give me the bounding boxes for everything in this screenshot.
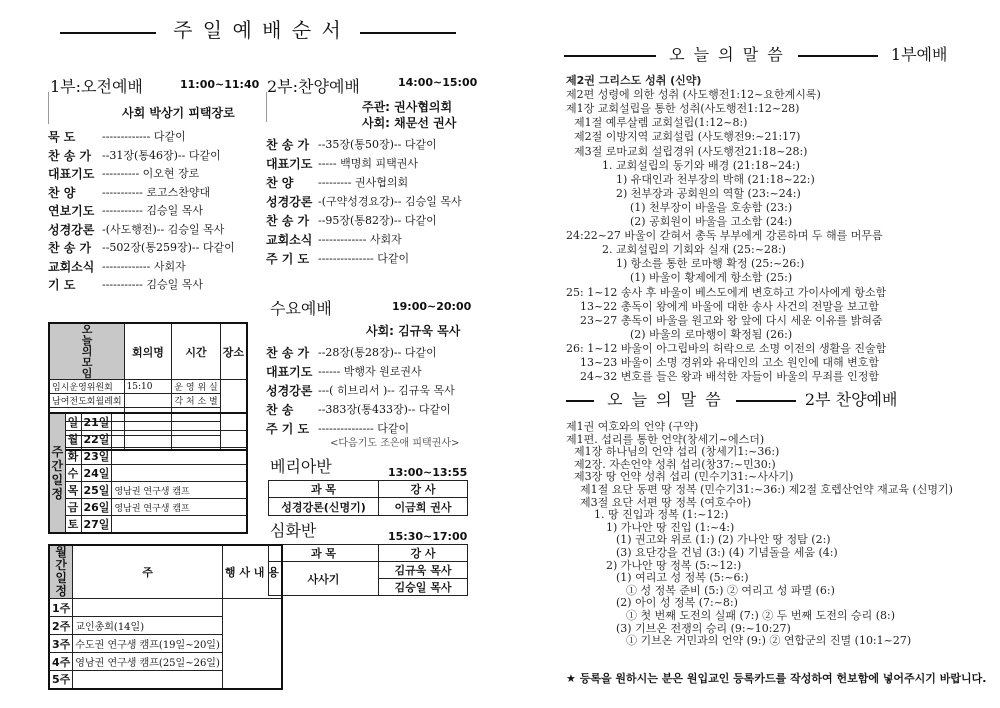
deep-subject: 사사기	[269, 562, 379, 596]
meeting-time: 15:10	[124, 380, 172, 394]
service1-row-label: 대표기도	[48, 167, 95, 181]
sermon2-line: (3) 기브온 전쟁의 승리 (9:~10:27)	[616, 621, 791, 635]
weekly-text	[112, 413, 247, 431]
weekly-side-label	[49, 413, 65, 533]
right-title2-dash-left	[566, 400, 594, 402]
deep-table	[268, 544, 468, 596]
weekly-row	[49, 482, 247, 499]
weekly-text	[112, 448, 247, 465]
weekly-table	[48, 412, 248, 534]
monthly-row	[49, 617, 282, 635]
meeting-head-place: 장소	[220, 323, 247, 380]
weekly-day: 월	[65, 431, 81, 448]
meeting-name: 임시운영위원회	[49, 380, 124, 394]
service1-row-value: --502장(통259장)-- 다같이	[102, 241, 235, 254]
weekly-date: 22일	[81, 431, 112, 448]
left-title-row	[60, 14, 456, 43]
wed-row-label: 주 기 도	[266, 422, 310, 436]
meeting-place: 각 처 소 별	[172, 394, 220, 408]
berea-time: 13:00~13:55	[388, 466, 468, 479]
sermon1-line: 제3절 로마교회 설립경위 (사도행전21:18~28:)	[574, 144, 808, 158]
service1-row-label: 묵 도	[48, 130, 76, 144]
wed-row-value: ---( 히브리서 )-- 김규욱 목사	[318, 384, 455, 397]
monthly-week: 1주	[49, 599, 73, 617]
service1-row-value: --31장(통46장)-- 다같이	[102, 148, 221, 162]
sermon2-line: 2) 가나안 땅 정복 (5:~12:)	[606, 558, 742, 572]
service2-row-value: --------- 권사협의회	[318, 176, 409, 189]
wed-row-label: 대표기도	[266, 365, 313, 379]
monthly-text: 교인총회(14일)	[73, 617, 223, 635]
meeting-time	[124, 394, 172, 408]
monthly-table	[48, 544, 283, 690]
service1-row-value: ----------- 김승일 목사	[102, 204, 204, 217]
berea-table	[268, 480, 468, 516]
weekly-text: 영남권 연구생 캠프	[112, 482, 247, 499]
monthly-text	[73, 599, 223, 617]
meeting-head-name: 회의명	[124, 323, 172, 380]
service1-host: 사회 박상기 피택장로	[122, 106, 235, 120]
monthly-text: 수도권 연구생 캠프(19일~20일)	[73, 635, 223, 653]
monthly-week: 3주	[49, 635, 73, 653]
sermon2-line: (1) 권고와 위로 (1:) (2) 가나안 땅 정탐 (2:)	[616, 533, 831, 547]
left-main-title: 주 일 예 배 순 서	[173, 18, 343, 42]
service2-row-value: --95장(통82장)-- 다같이	[318, 214, 437, 227]
service2-host1: 주관: 권사협의회	[362, 100, 453, 114]
weekly-day: 화	[65, 448, 81, 465]
weekly-row	[49, 499, 247, 516]
right-title1-row	[564, 42, 947, 65]
weekly-text	[112, 516, 247, 534]
sermon1-line: (1) 바울이 황제에게 항소함 (25:)	[630, 271, 793, 285]
weekly-day: 수	[65, 465, 81, 482]
service1-row-value: ------------- 다같이	[102, 130, 186, 143]
right-title2-row	[566, 387, 897, 410]
sermon2-line: 제1편. 섭리를 통한 언약(창세기~에스더)	[566, 432, 765, 446]
right-title1-tag: 1부예배	[890, 45, 948, 64]
sermon2-line: ① 기브온 거민과의 언약 (9:) ② 연합군의 진멸 (10:1~27)	[626, 634, 912, 648]
service1-row-label: 성경강론	[48, 222, 95, 237]
right-title1: 오 늘 의 말 씀	[669, 45, 785, 64]
service1-row-label: 찬 송 가	[48, 148, 92, 163]
sermon1-line: 24~32 변호를 들은 왕과 배석한 자들이 바울의 무죄를 인정함	[580, 370, 879, 384]
sermon1-line: 제2절 이방지역 교회설립 (사도행전9:~21:17)	[574, 130, 801, 144]
right-title2-tag: 2부 찬양예배	[804, 390, 898, 409]
sermon1-line: 13~22 총독이 왕에게 바울에 대한 송사 사건의 전말을 보고함	[580, 299, 879, 313]
weekly-day: 토	[65, 516, 81, 534]
weekly-date: 26일	[81, 499, 112, 516]
right-title1-dash-left	[564, 55, 656, 57]
sermon2-line: (3) 요단강을 건넘 (3:) (4) 기념돌을 세움 (4:)	[616, 546, 838, 559]
berea-title: 베리아반	[270, 457, 332, 476]
deep-time: 15:30~17:00	[388, 530, 468, 543]
monthly-week: 2주	[49, 617, 73, 635]
wed-row-value: --------------- 다같이	[318, 422, 410, 435]
sermon1-line: 1. 교회설립의 동기와 배경 (21:18~24:)	[602, 158, 800, 172]
service2-row-value: ------------- 사회자	[318, 233, 402, 246]
meeting-row	[49, 394, 247, 408]
sermon2-line: ① 첫 번째 도전의 실패 (7:) ② 두 번째 도전의 승리 (8:)	[626, 609, 896, 622]
berea-head-teacher: 강 사	[379, 481, 468, 498]
monthly-row	[49, 599, 282, 617]
weekly-day: 목	[65, 482, 81, 499]
weekly-side-text: 주간일정	[51, 445, 64, 501]
weekly-text	[112, 465, 247, 482]
sermon1-line: 제1장 교회설립을 통한 성취(사도행전1:12~28)	[566, 102, 800, 116]
sermon2-line: 제3장 땅 언약 성취 섭리 (민수기31:~사사기)	[574, 470, 794, 484]
service1-row-label: 찬 송 가	[48, 241, 92, 255]
sermon1-line: (2) 바울의 로마행이 확정됨 (26:)	[630, 327, 793, 341]
weekly-row	[49, 448, 247, 465]
berea-head-subject: 과 목	[269, 481, 379, 498]
weekly-date: 27일	[81, 516, 112, 534]
service1-row-value: -(사도행전)-- 김승일 목사	[102, 222, 225, 236]
sermon1-line: (2) 공회원이 바울을 고소함 (24:)	[630, 215, 793, 228]
sermon2-line: 제1장 하나님의 언약 섭리 (창세기1:~36:)	[574, 445, 780, 459]
monthly-text	[73, 671, 223, 689]
sermon2-line: 제1권 여호와의 언약 (구약)	[566, 420, 699, 433]
weekly-date: 21일	[81, 413, 112, 431]
service2-time: 14:00~15:00	[398, 76, 478, 89]
deep-teacher2: 김승일 목사	[379, 579, 468, 596]
service1-divider	[48, 92, 49, 124]
wed-host: 사회: 김규욱 목사	[366, 324, 461, 338]
right-title1-dash-right	[798, 55, 878, 57]
sermon2-line: (1) 여리고 성 정복 (5:~6:)	[616, 571, 749, 585]
register-notice: ★ 등록을 원하시는 분은 원입교인 등록카드를 작성하여 헌보함에 넣어주시기 바랍니다.	[566, 672, 987, 685]
wed-row-label: 찬 송 가	[266, 346, 310, 360]
monthly-side-label	[49, 545, 73, 599]
monthly-head-event: 행 사 내 용	[222, 545, 282, 599]
service2-row-label: 성경강론	[266, 195, 313, 209]
service1-row-value: ----------- 로고스찬양대	[102, 185, 211, 199]
service2-row-value: -(구약성경요강)-- 김승일 목사	[318, 195, 462, 208]
sermon1-line: 2) 천부장과 공회원의 역할 (23:~24:)	[616, 186, 801, 200]
deep-head-subject: 과 목	[269, 545, 379, 562]
monthly-row	[49, 671, 282, 689]
sermon1-line: 제2편 성령에 의한 성취 (사도행전1:12~요한계시록)	[566, 88, 821, 102]
sermon1-line: 25: 1~12 송사 후 바울이 베스도에게 변호하고 가이사에게 항소함	[566, 285, 887, 299]
weekly-row	[49, 465, 247, 482]
sermon1-line: 13~23 바울이 소명 경위와 유대인의 고소 원인에 대해 변호함	[580, 356, 879, 369]
service2-title: 2부:찬양예배	[267, 77, 360, 96]
weekly-day: 금	[65, 499, 81, 516]
sermon2-line: 1. 땅 진입과 정복 (1:~12:)	[594, 508, 729, 522]
wed-row-value: --28장(통28장)-- 다같이	[318, 346, 437, 359]
weekly-date: 24일	[81, 465, 112, 482]
sermon2-line: ① 성 정복 준비 (5:) ② 여리고 성 파멸 (6:)	[626, 583, 835, 597]
sermon1-line: (1) 천부장이 바울을 호송함 (23:)	[630, 200, 793, 214]
sermon1-line: 제2권 그리스도 성취 (신약)	[566, 74, 702, 87]
wed-note: <다음기도 조은애 피택권사>	[330, 438, 460, 449]
berea-teacher: 이금희 권사	[379, 498, 468, 516]
weekly-date: 23일	[81, 448, 112, 465]
monthly-row	[49, 653, 282, 671]
meeting-side-text: 오늘의모임	[81, 323, 93, 380]
weekly-row	[49, 431, 247, 448]
meeting-side-label	[49, 323, 124, 380]
title-dash-right	[360, 32, 456, 34]
service2-row-label: 주 기 도	[266, 252, 310, 266]
meeting-name: 남여전도회월례회	[49, 394, 124, 408]
sermon1-line: 24:22~27 바울이 갇혀서 총독 부부에게 강론하며 두 해를 머무름	[566, 229, 883, 243]
right-title2-dash-right	[736, 400, 796, 402]
monthly-side-text: 월간일정	[55, 545, 67, 598]
weekly-text: 영남권 연구생 캠프	[112, 499, 247, 516]
weekly-day: 일	[65, 413, 81, 431]
service1-row-label: 교회소식	[48, 259, 95, 274]
meeting-head-time: 시간	[172, 323, 220, 380]
sermon1-line: 2. 교회설립의 기회와 실재 (25:~28:)	[602, 243, 786, 257]
monthly-text: 영남권 연구생 캠프(25일~26일)	[73, 653, 223, 671]
sermon2-line: 제3절 요단 서편 땅 정복 (여호수아)	[580, 495, 752, 509]
wed-title: 수요예배	[270, 299, 332, 318]
sermon2-line: 1) 가나안 땅 진입 (1:~4:)	[606, 520, 735, 534]
sermon2-line: 제1절 요단 동편 땅 정복 (민수기31:~36:) 제2절 호렙산언약 재교육 (신명기)	[580, 483, 953, 496]
sermon1-line: 26: 1~12 바울이 아그립바의 허락으로 소명 이전의 생활을 진술함	[566, 341, 887, 355]
service2-row-label: 찬 양	[266, 176, 294, 190]
wed-row-value: ------ 박행자 원로권사	[318, 365, 422, 378]
weekly-text	[112, 431, 247, 448]
deep-head-teacher: 강 사	[379, 545, 468, 562]
sermon1-line: 1) 유대인과 천부장의 박해 (21:18~22:)	[616, 172, 815, 186]
weekly-row	[49, 413, 247, 431]
service1-time: 11:00~11:40	[180, 78, 260, 91]
sermon1-line: 제1절 예루살렘 교회설립(1:12~8:)	[574, 116, 748, 130]
service2-divider	[266, 92, 267, 122]
sermon2-line: (2) 아이 성 정복 (7:~8:)	[616, 596, 738, 610]
meeting-place: 운 영 위 실	[172, 380, 220, 394]
service2-row-value: --------------- 다같이	[318, 252, 410, 265]
service1-row-value: ---------- 이오현 장로	[102, 167, 200, 180]
meeting-row	[49, 380, 247, 394]
title-dash-left	[60, 32, 156, 34]
service2-row-value: ----- 백명희 피택권사	[318, 157, 418, 170]
wed-time: 19:00~20:00	[392, 300, 472, 313]
service1-row-label: 찬 양	[48, 185, 76, 200]
service2-row-value: --35장(통50장)-- 다같이	[318, 138, 437, 151]
service1-row-value: ----------- 김승일 목사	[102, 278, 204, 291]
service1-row-label: 연보기도	[48, 204, 95, 218]
service2-row-label: 찬 송 가	[266, 138, 310, 152]
monthly-row	[49, 635, 282, 653]
wed-row-label: 찬 송	[266, 403, 294, 417]
berea-subject: 성경강론(신명기)	[269, 498, 379, 516]
deep-teacher1: 김규욱 목사	[379, 562, 468, 579]
sermon2-line: 제2장. 자손언약 성취 섭리(창37:~민30:)	[574, 457, 776, 471]
deep-title: 심화반	[270, 521, 317, 540]
sermon1-line: 1) 항소를 통한 로마행 확정 (25:~26:)	[616, 257, 805, 271]
wed-row-label: 성경강론	[266, 384, 313, 398]
monthly-week: 5주	[49, 671, 73, 689]
weekly-date: 25일	[81, 482, 112, 499]
monthly-week: 4주	[49, 653, 73, 671]
service2-row-label: 교회소식	[266, 233, 313, 247]
service2-row-label: 찬 송 가	[266, 214, 310, 228]
service2-row-label: 대표기도	[266, 157, 313, 171]
monthly-head-week: 주	[73, 545, 223, 599]
weekly-row	[49, 516, 247, 534]
service1-row-label: 기 도	[48, 278, 76, 292]
sermon1-line: 23~27 총독이 바울을 원고와 왕 앞에 다시 세운 이유를 밝혀줌	[580, 313, 883, 327]
right-title2: 오 늘 의 말 씀	[607, 390, 723, 409]
wed-row-value: --383장(통433장)-- 다같이	[318, 403, 451, 416]
service1-row-value: ------------- 사회자	[102, 259, 186, 273]
service2-host2: 사회: 채문선 권사	[362, 116, 457, 130]
service1-title: 1부:오전예배	[50, 77, 143, 96]
